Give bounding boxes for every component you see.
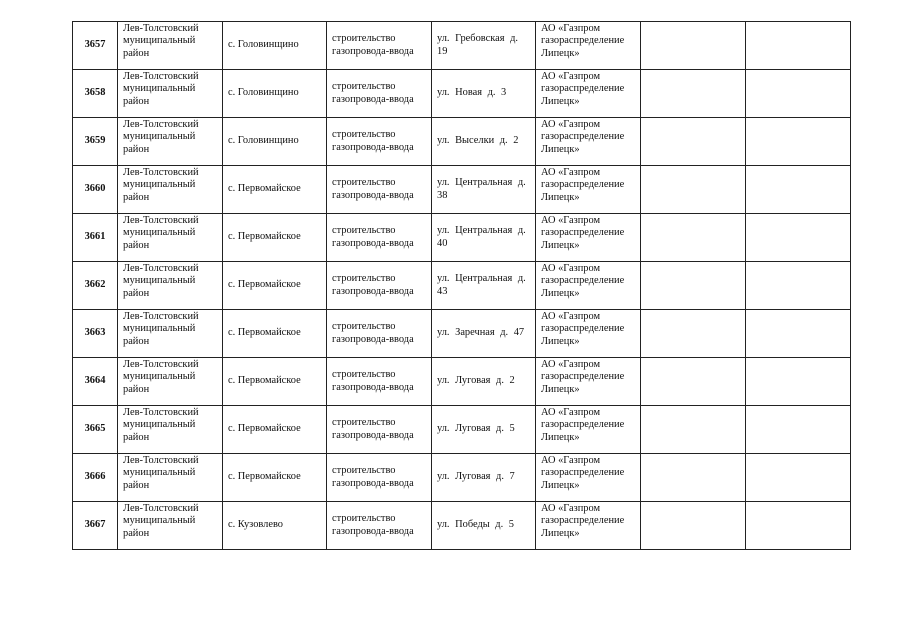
empty-cell bbox=[641, 310, 746, 358]
document-page bbox=[72, 21, 850, 550]
table-row bbox=[73, 310, 851, 358]
settlement-cell: с. Головинщино bbox=[223, 118, 327, 166]
organization-cell: АО «Газпром газораспределение Липецк» bbox=[536, 262, 641, 310]
table-row bbox=[73, 22, 851, 70]
settlement-cell: с. Первомайское bbox=[223, 406, 327, 454]
district-cell: Лев-Толстовский муниципальный район bbox=[118, 454, 223, 502]
empty-cell bbox=[641, 454, 746, 502]
district-cell: Лев-Толстовский муниципальный район bbox=[118, 214, 223, 262]
table-row bbox=[73, 214, 851, 262]
row-number: 3667 bbox=[73, 502, 118, 550]
work-type-cell: строительство газопровода-ввода bbox=[327, 22, 432, 70]
address-cell: ул. Выселки д. 2 bbox=[432, 118, 536, 166]
address-cell: ул. Центральная д. 40 bbox=[432, 214, 536, 262]
empty-cell bbox=[746, 166, 851, 214]
organization-cell: АО «Газпром газораспределение Липецк» bbox=[536, 454, 641, 502]
settlement-cell: с. Кузовлево bbox=[223, 502, 327, 550]
empty-cell bbox=[746, 454, 851, 502]
empty-cell bbox=[641, 262, 746, 310]
organization-cell: АО «Газпром газораспределение Липецк» bbox=[536, 214, 641, 262]
empty-cell bbox=[746, 406, 851, 454]
empty-cell bbox=[746, 310, 851, 358]
address-cell: ул. Заречная д. 47 bbox=[432, 310, 536, 358]
work-type-cell: строительство газопровода-ввода bbox=[327, 262, 432, 310]
work-type-cell: строительство газопровода-ввода bbox=[327, 454, 432, 502]
district-cell: Лев-Толстовский муниципальный район bbox=[118, 502, 223, 550]
table-row bbox=[73, 406, 851, 454]
row-number: 3658 bbox=[73, 70, 118, 118]
settlement-cell: с. Головинщино bbox=[223, 70, 327, 118]
address-cell: ул. Луговая д. 7 bbox=[432, 454, 536, 502]
row-number: 3665 bbox=[73, 406, 118, 454]
table-row bbox=[73, 118, 851, 166]
work-type-cell: строительство газопровода-ввода bbox=[327, 502, 432, 550]
empty-cell bbox=[746, 22, 851, 70]
work-type-cell: строительство газопровода-ввода bbox=[327, 358, 432, 406]
row-number: 3663 bbox=[73, 310, 118, 358]
empty-cell bbox=[641, 22, 746, 70]
organization-cell: АО «Газпром газораспределение Липецк» bbox=[536, 502, 641, 550]
row-number: 3662 bbox=[73, 262, 118, 310]
district-cell: Лев-Толстовский муниципальный район bbox=[118, 358, 223, 406]
empty-cell bbox=[641, 406, 746, 454]
table-body bbox=[73, 22, 851, 550]
table-row bbox=[73, 358, 851, 406]
district-cell: Лев-Толстовский муниципальный район bbox=[118, 406, 223, 454]
empty-cell bbox=[641, 502, 746, 550]
row-number: 3666 bbox=[73, 454, 118, 502]
address-cell: ул. Новая д. 3 bbox=[432, 70, 536, 118]
address-cell: ул. Центральная д. 43 bbox=[432, 262, 536, 310]
address-cell: ул. Гребовская д. 19 bbox=[432, 22, 536, 70]
address-cell: ул. Победы д. 5 bbox=[432, 502, 536, 550]
district-cell: Лев-Толстовский муниципальный район bbox=[118, 22, 223, 70]
settlement-cell: с. Первомайское bbox=[223, 454, 327, 502]
gasification-table bbox=[72, 21, 851, 550]
row-number: 3657 bbox=[73, 22, 118, 70]
address-cell: ул. Луговая д. 2 bbox=[432, 358, 536, 406]
row-number: 3659 bbox=[73, 118, 118, 166]
empty-cell bbox=[746, 70, 851, 118]
empty-cell bbox=[641, 358, 746, 406]
work-type-cell: строительство газопровода-ввода bbox=[327, 118, 432, 166]
organization-cell: АО «Газпром газораспределение Липецк» bbox=[536, 358, 641, 406]
work-type-cell: строительство газопровода-ввода bbox=[327, 214, 432, 262]
table-row bbox=[73, 262, 851, 310]
row-number: 3664 bbox=[73, 358, 118, 406]
district-cell: Лев-Толстовский муниципальный район bbox=[118, 118, 223, 166]
empty-cell bbox=[746, 214, 851, 262]
work-type-cell: строительство газопровода-ввода bbox=[327, 166, 432, 214]
organization-cell: АО «Газпром газораспределение Липецк» bbox=[536, 166, 641, 214]
settlement-cell: с. Первомайское bbox=[223, 310, 327, 358]
work-type-cell: строительство газопровода-ввода bbox=[327, 310, 432, 358]
work-type-cell: строительство газопровода-ввода bbox=[327, 70, 432, 118]
row-number: 3661 bbox=[73, 214, 118, 262]
organization-cell: АО «Газпром газораспределение Липецк» bbox=[536, 310, 641, 358]
organization-cell: АО «Газпром газораспределение Липецк» bbox=[536, 118, 641, 166]
address-cell: ул. Луговая д. 5 bbox=[432, 406, 536, 454]
settlement-cell: с. Головинщино bbox=[223, 22, 327, 70]
settlement-cell: с. Первомайское bbox=[223, 214, 327, 262]
empty-cell bbox=[641, 214, 746, 262]
empty-cell bbox=[746, 118, 851, 166]
settlement-cell: с. Первомайское bbox=[223, 358, 327, 406]
empty-cell bbox=[746, 502, 851, 550]
empty-cell bbox=[641, 118, 746, 166]
empty-cell bbox=[641, 166, 746, 214]
organization-cell: АО «Газпром газораспределение Липецк» bbox=[536, 22, 641, 70]
row-number: 3660 bbox=[73, 166, 118, 214]
settlement-cell: с. Первомайское bbox=[223, 262, 327, 310]
empty-cell bbox=[746, 358, 851, 406]
organization-cell: АО «Газпром газораспределение Липецк» bbox=[536, 406, 641, 454]
settlement-cell: с. Первомайское bbox=[223, 166, 327, 214]
table-row bbox=[73, 502, 851, 550]
table-row bbox=[73, 166, 851, 214]
work-type-cell: строительство газопровода-ввода bbox=[327, 406, 432, 454]
district-cell: Лев-Толстовский муниципальный район bbox=[118, 70, 223, 118]
district-cell: Лев-Толстовский муниципальный район bbox=[118, 310, 223, 358]
empty-cell bbox=[746, 262, 851, 310]
district-cell: Лев-Толстовский муниципальный район bbox=[118, 262, 223, 310]
table-row bbox=[73, 454, 851, 502]
empty-cell bbox=[641, 70, 746, 118]
organization-cell: АО «Газпром газораспределение Липецк» bbox=[536, 70, 641, 118]
district-cell: Лев-Толстовский муниципальный район bbox=[118, 166, 223, 214]
table-row bbox=[73, 70, 851, 118]
address-cell: ул. Центральная д. 38 bbox=[432, 166, 536, 214]
